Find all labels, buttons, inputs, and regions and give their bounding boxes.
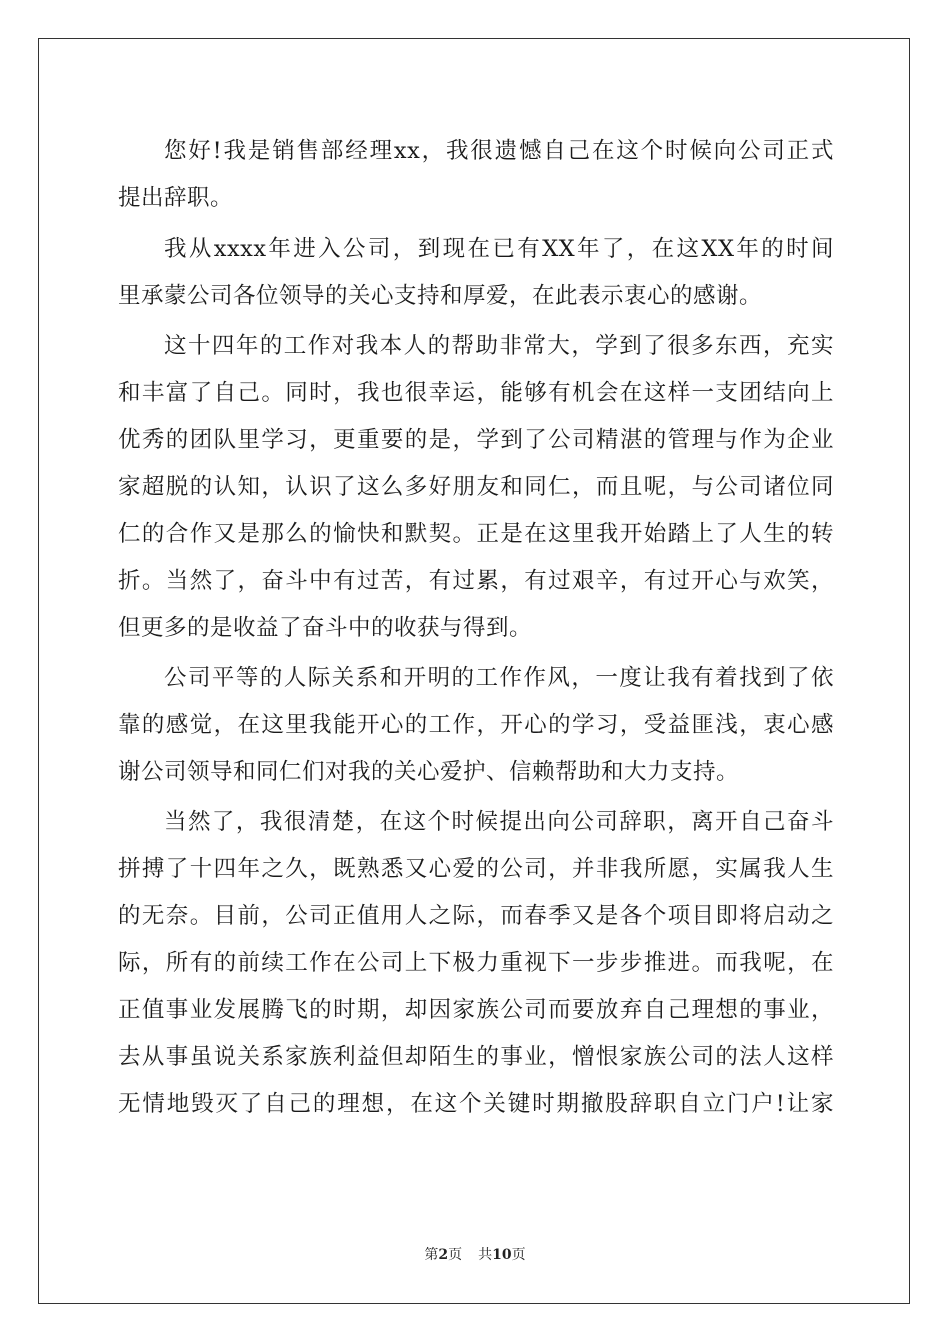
paragraph-line: 无情地毁灭了自己的理想，在这个关键时期撤股辞职自立门户!让家 (118, 1091, 834, 1117)
paragraph-line: 提出辞职。 (118, 185, 234, 211)
paragraph-line: 际，所有的前续工作在公司上下极力重视下一步步推进。而我呢，在 (118, 950, 834, 976)
paragraph-line: 仁的合作又是那么的愉快和默契。正是在这里我开始踏上了人生的转 (118, 521, 834, 547)
page-unit: 页 (448, 1247, 463, 1263)
page-footer (0, 1244, 950, 1264)
paragraph-line: 去从事虽说关系家族利益但却陌生的事业，憎恨家族公司的法人这样 (118, 1044, 834, 1070)
paragraph-line: 但更多的是收益了奋斗中的收获与得到。 (118, 615, 533, 641)
paragraph-line: 和丰富了自己。同时，我也很幸运，能够有机会在这样一支团结向上 (118, 380, 834, 406)
paragraph-line: 正值事业发展腾飞的时期，却因家族公司而要放弃自己理想的事业， (118, 997, 834, 1023)
total-prefix: 共 (478, 1247, 493, 1263)
page-total: 10 (492, 1247, 512, 1263)
total-unit: 页 (511, 1247, 526, 1263)
paragraph-line: 您好!我是销售部经理xx，我很遗憾自己在这个时候向公司正式 (164, 138, 834, 164)
paragraph-line: 家超脱的认知，认识了这么多好朋友和同仁，而且呢，与公司诸位同 (118, 474, 834, 500)
paragraph-line: 折。当然了，奋斗中有过苦，有过累，有过艰辛，有过开心与欢笑， (118, 568, 834, 594)
paragraph-line: 优秀的团队里学习，更重要的是，学到了公司精湛的管理与作为企业 (118, 427, 834, 453)
page-current: 2 (438, 1247, 449, 1263)
paragraph-line: 公司平等的人际关系和开明的工作作风，一度让我有着找到了依 (164, 665, 834, 691)
paragraph-line: 谢公司领导和同仁们对我的关心爱护、信赖帮助和大力支持。 (118, 759, 740, 785)
paragraph-line: 我从xxxx年进入公司，到现在已有XX年了，在这XX年的时间 (164, 236, 834, 262)
paragraph-line: 拼搏了十四年之久，既熟悉又心爱的公司，并非我所愿，实属我人生 (118, 856, 834, 882)
page-prefix: 第 (424, 1247, 439, 1263)
paragraph-line: 靠的感觉，在这里我能开心的工作，开心的学习，受益匪浅，衷心感 (118, 712, 834, 738)
paragraph-line: 里承蒙公司各位领导的关心支持和厚爱，在此表示衷心的感谢。 (118, 283, 763, 309)
paragraph-line: 这十四年的工作对我本人的帮助非常大，学到了很多东西，充实 (164, 333, 834, 359)
paragraph-line: 当然了，我很清楚，在这个时候提出向公司辞职，离开自己奋斗 (164, 809, 834, 835)
paragraph-line: 的无奈。目前，公司正值用人之际，而春季又是各个项目即将启动之 (118, 903, 834, 929)
